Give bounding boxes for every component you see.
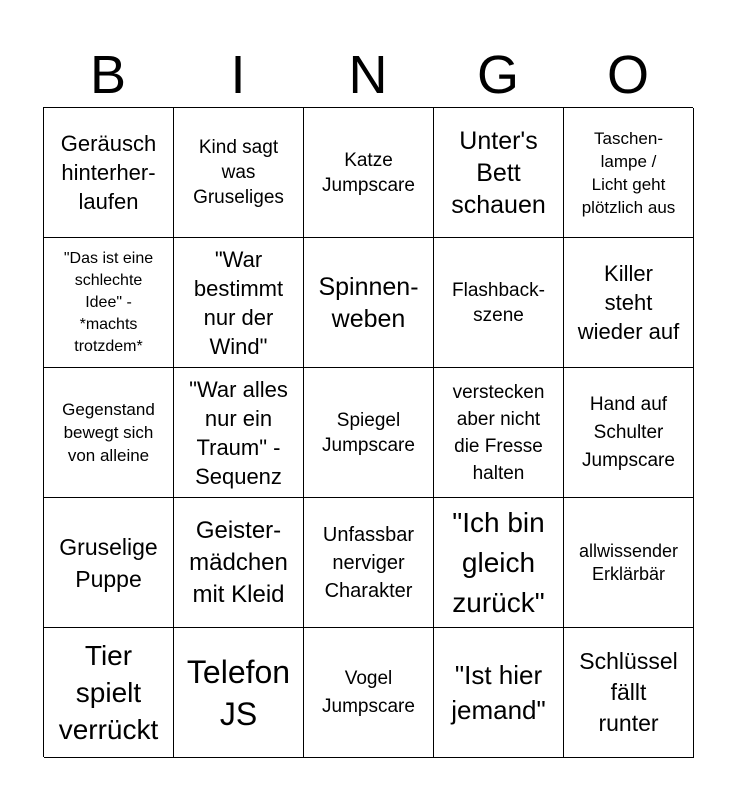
cell-text: Katze Jumpscare (322, 149, 415, 196)
bingo-cell[interactable] (174, 108, 304, 238)
bingo-cell[interactable] (564, 238, 694, 368)
cell-text: "War alles nur ein Traum" - Sequenz (189, 376, 288, 489)
cell-text: Spinnen- weben (318, 272, 419, 333)
cell-text: Killer steht wieder auf (577, 261, 680, 344)
bingo-cell[interactable] (304, 498, 434, 628)
bingo-cell[interactable] (44, 498, 174, 628)
bingo-grid (43, 107, 693, 757)
bingo-cell[interactable] (174, 628, 304, 758)
cell-text: "Das ist eine schlechte Idee" - *machts trotzdem* (63, 249, 154, 355)
bingo-cell[interactable] (174, 238, 304, 368)
cell-text: Schlüssel fällt runter (579, 648, 678, 736)
bingo-cell[interactable] (434, 498, 564, 628)
bingo-cell[interactable] (304, 368, 434, 498)
header-letter-o: O (606, 45, 649, 105)
cell-text: Unter's Bett schauen (451, 126, 546, 219)
bingo-cell[interactable] (44, 628, 174, 758)
cell-text: "Ist hier jemand" (451, 659, 546, 725)
cell-text: allwissender Erklärbär (578, 540, 679, 584)
cell-text: Kind sagt was Gruseliges (193, 137, 284, 208)
header-letter-b: B (89, 45, 127, 105)
bingo-cell[interactable] (44, 108, 174, 238)
cell-text: "War bestimmt nur der Wind" (193, 246, 284, 359)
header-letter-g: G (476, 45, 519, 105)
bingo-cell[interactable] (304, 238, 434, 368)
bingo-cell[interactable] (434, 368, 564, 498)
bingo-cell[interactable] (44, 368, 174, 498)
bingo-cell[interactable] (434, 238, 564, 368)
bingo-header (43, 42, 693, 108)
bingo-cell[interactable] (564, 368, 694, 498)
bingo-cell[interactable] (434, 108, 564, 238)
cell-text: "Ich bin gleich zurück" (452, 506, 545, 618)
cell-text: Taschen- lampe / Licht geht plötzlich aus (581, 128, 676, 217)
cell-text: Flashback- szene (452, 279, 545, 326)
cell-text: Tier spielt verrückt (58, 640, 159, 745)
cell-text: Geräusch hinterher- laufen (60, 131, 157, 214)
bingo-cell[interactable] (564, 108, 694, 238)
cell-text: Gegenstand bewegt sich von alleine (62, 400, 155, 465)
cell-text: Geister- mädchen mit Kleid (189, 516, 288, 608)
bingo-cell[interactable] (174, 498, 304, 628)
cell-text: Gruselige Puppe (59, 533, 158, 592)
cell-text: verstecken aber nicht die Fresse halten (452, 381, 545, 484)
bingo-cell[interactable] (564, 498, 694, 628)
bingo-cell[interactable] (564, 628, 694, 758)
cell-text: Spiegel Jumpscare (322, 409, 415, 456)
bingo-cell[interactable] (44, 238, 174, 368)
header-letter-n: N (348, 45, 388, 105)
bingo-cell[interactable] (304, 108, 434, 238)
cell-text: Vogel Jumpscare (322, 667, 415, 717)
bingo-cell[interactable] (434, 628, 564, 758)
bingo-cell[interactable] (174, 368, 304, 498)
bingo-cell[interactable] (304, 628, 434, 758)
header-letter-i: I (230, 45, 246, 105)
cell-text: Telefon JS (186, 653, 291, 732)
cell-text: Unfassbar nerviger Charakter (322, 523, 415, 602)
cell-text: Hand auf Schulter Jumpscare (582, 393, 675, 471)
